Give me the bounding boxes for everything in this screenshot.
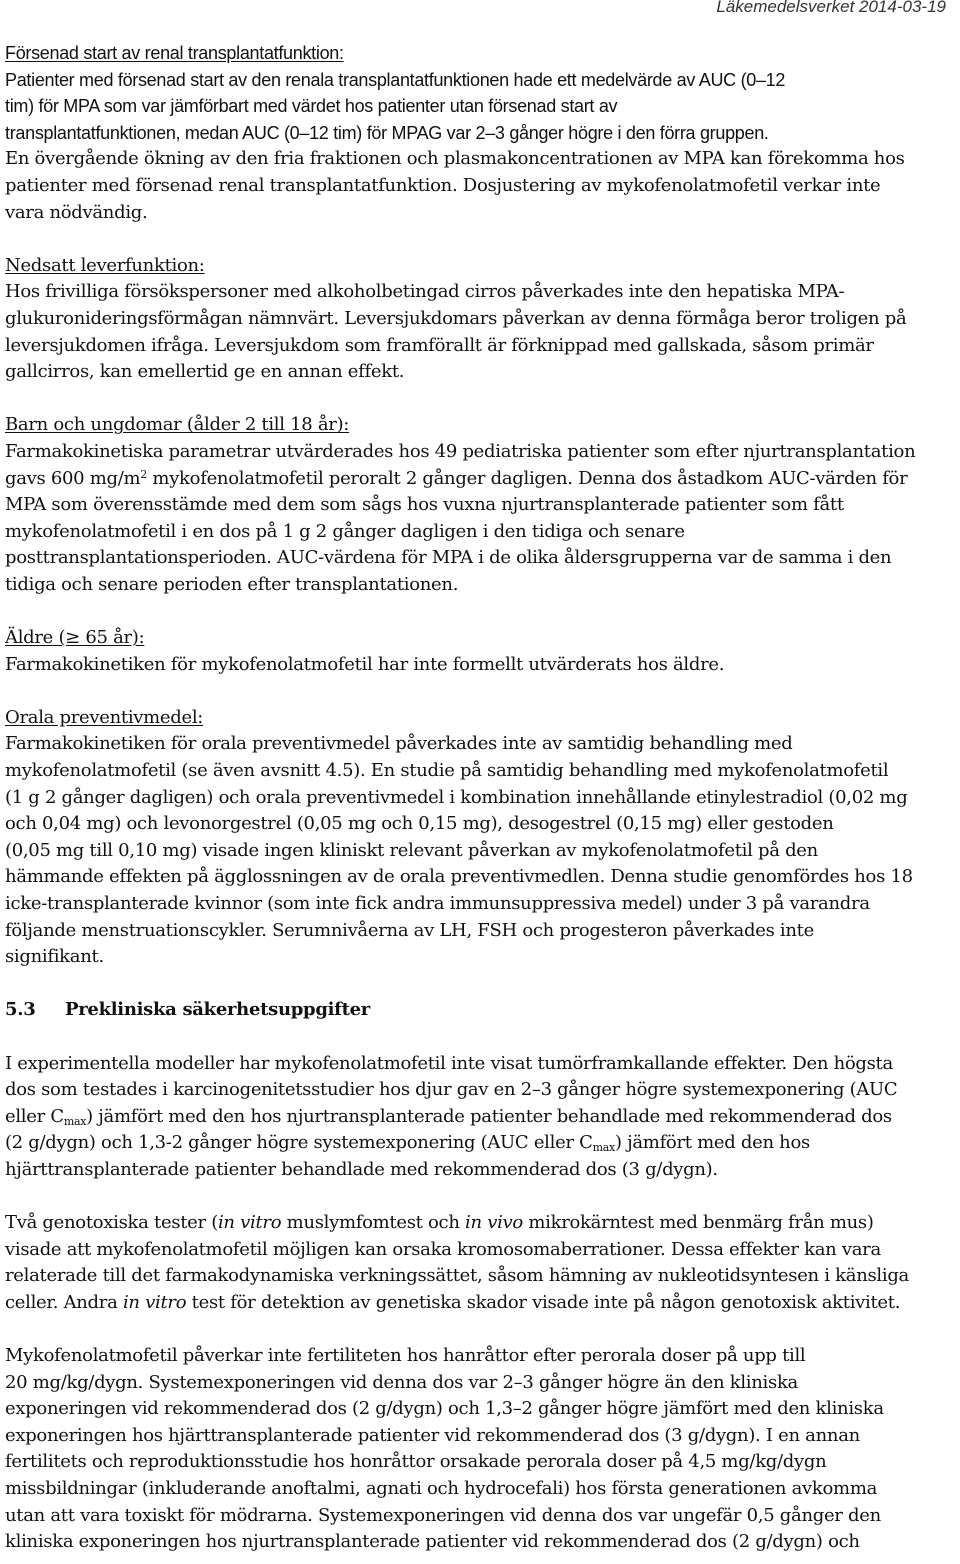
paragraph-line: dos som testades i karcinogenitetsstudier hos djur gav en 2–3 gånger högre systemexponering (AUC [5, 1079, 898, 1101]
paragraph-line: mykofenolatmofetil (se även avsnitt 4.5). En studie på samtidig behandling med mykofenolatmofetil [5, 760, 889, 782]
paragraph-line: icke-transplanterade kvinnor (som inte fick andra immunsuppressiva medel) under 3 på varandra [5, 893, 870, 914]
paragraph-line [5, 1290, 957, 1317]
text-run: test för detektion av genetiska skador visade inte på någon genotoxisk aktivitet. [186, 1291, 901, 1313]
text-run: (2 g/dygn) och 1,3-2 gånger högre systemexponering (AUC eller C [5, 1132, 593, 1154]
paragraph-line: Hos frivilliga försökspersoner med alkoholbetingad cirros påverkades inte den hepatiska MPA- [5, 281, 845, 303]
italic-term: in vitro [122, 1291, 187, 1313]
italic-term: in vitro [217, 1212, 282, 1234]
document-body [5, 40, 957, 1556]
paragraph-line: hämmande effekten på ägglossningen av de orala preventivmedlen. Denna studie genomfördes hos 18 [5, 866, 913, 888]
section-heading-contraceptives: Orala preventivmedel: [5, 706, 204, 728]
text-run: Två genotoxiska tester ( [5, 1212, 218, 1234]
paragraph-line: glukuronideringsförmågan nämnvärt. Leversjukdomars påverkan av denna förmåga beror troligen på [5, 307, 907, 329]
paragraph-line: patienter med försenad renal transplantatfunktion. Dosjustering av mykofenolatmofetil verkar inte [5, 174, 881, 196]
section-number: 5.3 [5, 999, 36, 1021]
text-run: gavs 600 mg/m [5, 467, 141, 489]
paragraph-line: missbildningar (inkluderande anoftalmi, agnati och hydrocefali) hos första generationen avkomma [5, 1478, 878, 1500]
paragraph-line: signifikant. [5, 946, 104, 968]
paragraph-line: Farmakokinetiska parametrar utvärderades hos 49 pediatriska patienter som efter njurtransplantation [5, 440, 916, 462]
paragraph-line: transplantatfunktionen, medan AUC (0–12 tim) för MPAG var 2–3 gånger högre i den förra gruppen. [5, 122, 769, 143]
paragraph-line: visade att mykofenolatmofetil möjligen kan orsaka kromosomaberrationer. Dessa effekter kan vara [5, 1238, 881, 1260]
section-heading-liver: Nedsatt leverfunktion: [5, 254, 205, 276]
subscript: max [63, 1114, 87, 1128]
paragraph-line: (1 g 2 gånger dagligen) och orala preventivmedel i kombination innehållande etinylestradiol (0,02 mg [5, 786, 908, 808]
text-run: mykofenolatmofetil peroralt 2 gånger dagligen. Denna dos åstadkom AUC-värden för [147, 467, 908, 489]
document-header-date: Läkemedelsverket 2014-03-19 [716, 0, 946, 16]
section-heading-elderly: Äldre (≥ 65 år): [5, 627, 145, 649]
paragraph-line: gallcirros, kan emellertid ge en annan effekt. [5, 361, 405, 383]
superscript: 2 [140, 467, 147, 481]
paragraph-line: En övergående ökning av den fria fraktionen och plasmakoncentrationen av MPA kan förekomma hos [5, 148, 905, 170]
paragraph-line: exponeringen hos hjärttransplanterade patienter vid rekommenderad dos (3 g/dygn). I en annan [5, 1424, 860, 1446]
paragraph-line: tim) för MPA som var jämförbart med värdet hos patienter utan försenad start av [5, 96, 618, 117]
paragraph-line: Mykofenolatmofetil påverkar inte fertiliteten hos hanråttor efter perorala doser på upp till [5, 1345, 806, 1367]
paragraph-line: 20 mg/kg/dygn. Systemexponeringen vid denna dos var 2–3 gånger högre än den kliniska [5, 1371, 798, 1393]
section-heading-children: Barn och ungdomar (ålder 2 till 18 år): [5, 414, 350, 436]
paragraph-line: utan att vara toxiskt för mödrarna. Systemexponeringen vid denna dos var ungefär 0,5 gånger den [5, 1504, 881, 1526]
paragraph-line: Farmakokinetiken för mykofenolatmofetil har inte formellt utvärderats hos äldre. [5, 653, 725, 675]
section-title: Prekliniska säkerhetsuppgifter [65, 999, 370, 1021]
paragraph-line: I experimentella modeller har mykofenolatmofetil inte visat tumörframkallande effekter. Den högsta [5, 1052, 893, 1074]
text-run: mikrokärntest med benmärg från mus) [522, 1212, 874, 1234]
paragraph-line: tidiga och senare perioden efter transplantationen. [5, 573, 459, 595]
paragraph-line: fertilitets och reproduktionsstudie hos honråttor orsakade perorala doser på 4,5 mg/kg/dygn [5, 1451, 827, 1473]
paragraph-line: exponeringen vid rekommenderad dos (2 g/dygn) och 1,3–2 gånger högre jämfört med den kliniska [5, 1398, 884, 1420]
paragraph-line: kliniska exponeringen hos njurtransplanterade patienter vid rekommenderad dos (2 g/dygn) och [5, 1531, 860, 1553]
paragraph-line: posttransplantationsperioden. AUC-värdena för MPA i de olika åldersgrupperna var de samma i den [5, 547, 892, 569]
paragraph-line: MPA som överensstämde med dem som sågs hos vuxna njurtransplanterade patienter som fått [5, 494, 844, 516]
text-run: muslymfomtest och [281, 1212, 466, 1234]
text-run: eller C [5, 1105, 64, 1127]
text-run: ) jämfört med den hos njurtransplanterade patienter behandlade med rekommenderad dos [86, 1105, 892, 1127]
paragraph-line: hjärttransplanterade patienter behandlade med rekommenderad dos (3 g/dygn). [5, 1158, 718, 1180]
paragraph-line: vara nödvändig. [5, 201, 148, 223]
paragraph-line [5, 1130, 957, 1157]
paragraph-line: följande menstruationscykler. Serumnivåerna av LH, FSH och progesteron påverkades inte [5, 919, 814, 941]
paragraph-line: leversjukdomen ifråga. Leversjukdom som framförallt är förknippad med gallskada, såsom primär [5, 334, 874, 356]
subscript: max [592, 1141, 615, 1155]
paragraph-line [5, 1210, 957, 1237]
italic-term: in vivo [465, 1212, 523, 1234]
text-run: celler. Andra [5, 1291, 123, 1313]
text-run: ) jämfört med den hos [614, 1132, 810, 1154]
paragraph-line: relaterade till det farmakodynamiska verkningssättet, såsom hämning av nukleotidsyntesen i känsliga [5, 1265, 909, 1287]
paragraph-line: (0,05 mg till 0,10 mg) visade ingen kliniskt relevant påverkan av mykofenolatmofetil på den [5, 839, 818, 861]
paragraph-line: Farmakokinetiken för orala preventivmedel påverkades inte av samtidig behandling med [5, 733, 793, 755]
paragraph-line [5, 1104, 957, 1131]
section-heading-renal: Försenad start av renal transplantatfunktion: [5, 43, 344, 63]
paragraph-line: mykofenolatmofetil i en dos på 1 g 2 gånger dagligen i den tidiga och senare [5, 520, 685, 542]
paragraph-line: Patienter med försenad start av den renala transplantatfunktionen hade ett medelvärde av AUC (0–12 [5, 69, 786, 90]
paragraph-line [5, 466, 957, 493]
section-5-3-heading [5, 997, 957, 1024]
paragraph-line: och 0,04 mg) och levonorgestrel (0,05 mg och 0,15 mg), desogestrel (0,15 mg) eller gestoden [5, 813, 834, 835]
